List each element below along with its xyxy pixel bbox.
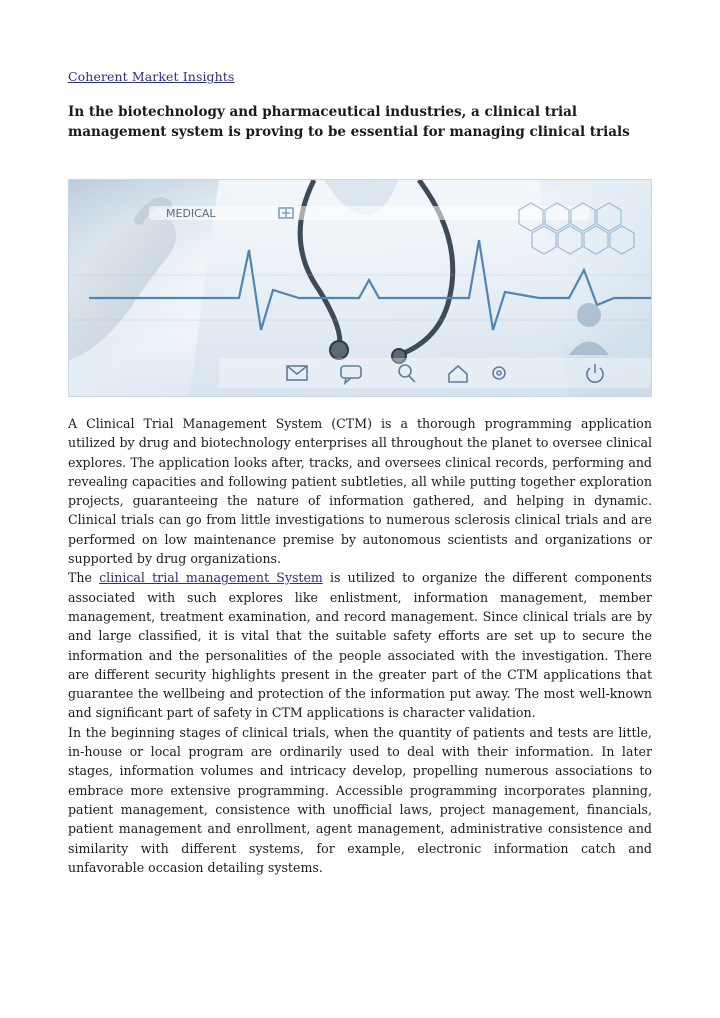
- clinical-trial-management-link[interactable]: clinical trial management System: [99, 570, 323, 586]
- paragraph-2-rest: is utilized to organize the different components associated with such explores like enlistment, information management, member management, treatment examination, and record management. Since clinical trials are by and large classified, it is vital that the suitable safety efforts are set up to secure the information and the personalities of the people associated with the investigation. There are different security highlights present in the greater part of the CTM applications that guarantee the wellbeing and protection of the information put away. The most well-known and significant part of safety in CTM applications is character validation.: [68, 570, 653, 721]
- article-body: [68, 414, 652, 877]
- paragraph-2: [68, 568, 652, 722]
- article-title: In the biotechnology and pharmaceutical industries, a clinical trial management system is proving to be essential for managing clinical trials: [68, 104, 630, 140]
- medical-illustration: [69, 180, 652, 397]
- source-link[interactable]: Coherent Market Insights: [68, 69, 235, 84]
- paragraph-1: A Clinical Trial Management System (CTM) is a thorough programming application utilized by drug and biotechnology enterprises all throughout the planet to oversee clinical explores. The application looks after, tracks, and oversees clinical records, performing and revealing capacities and following patient subtleties, all while putting together exploration projects, guaranteeing the nature of information gathered, and helping in dynamic. Clinical trials can go from little investigations to numerous sclerosis clinical trials and are performed on low maintenance premise by autonomous scientists and organizations or supported by drug organizations.: [68, 416, 652, 567]
- paragraph-2-lead: The: [68, 570, 100, 586]
- paragraph-3: In the beginning stages of clinical trials, when the quantity of patients and tests are little, in-house or local program are ordinarily used to deal with their information. In later stages, information volumes and intricacy develop, propelling numerous associations to embrace more extensive programming. Accessible programming incorporates planning, patient management, consistence with unofficial laws, project management, financials, patient management and enrollment, agent management, administrative consistence and similarity with different systems, for example, electronic information catch and unfavorable occasion detailing systems.: [68, 724, 652, 875]
- image-label-text: MEDICAL: [166, 207, 216, 220]
- hero-image: [68, 179, 652, 397]
